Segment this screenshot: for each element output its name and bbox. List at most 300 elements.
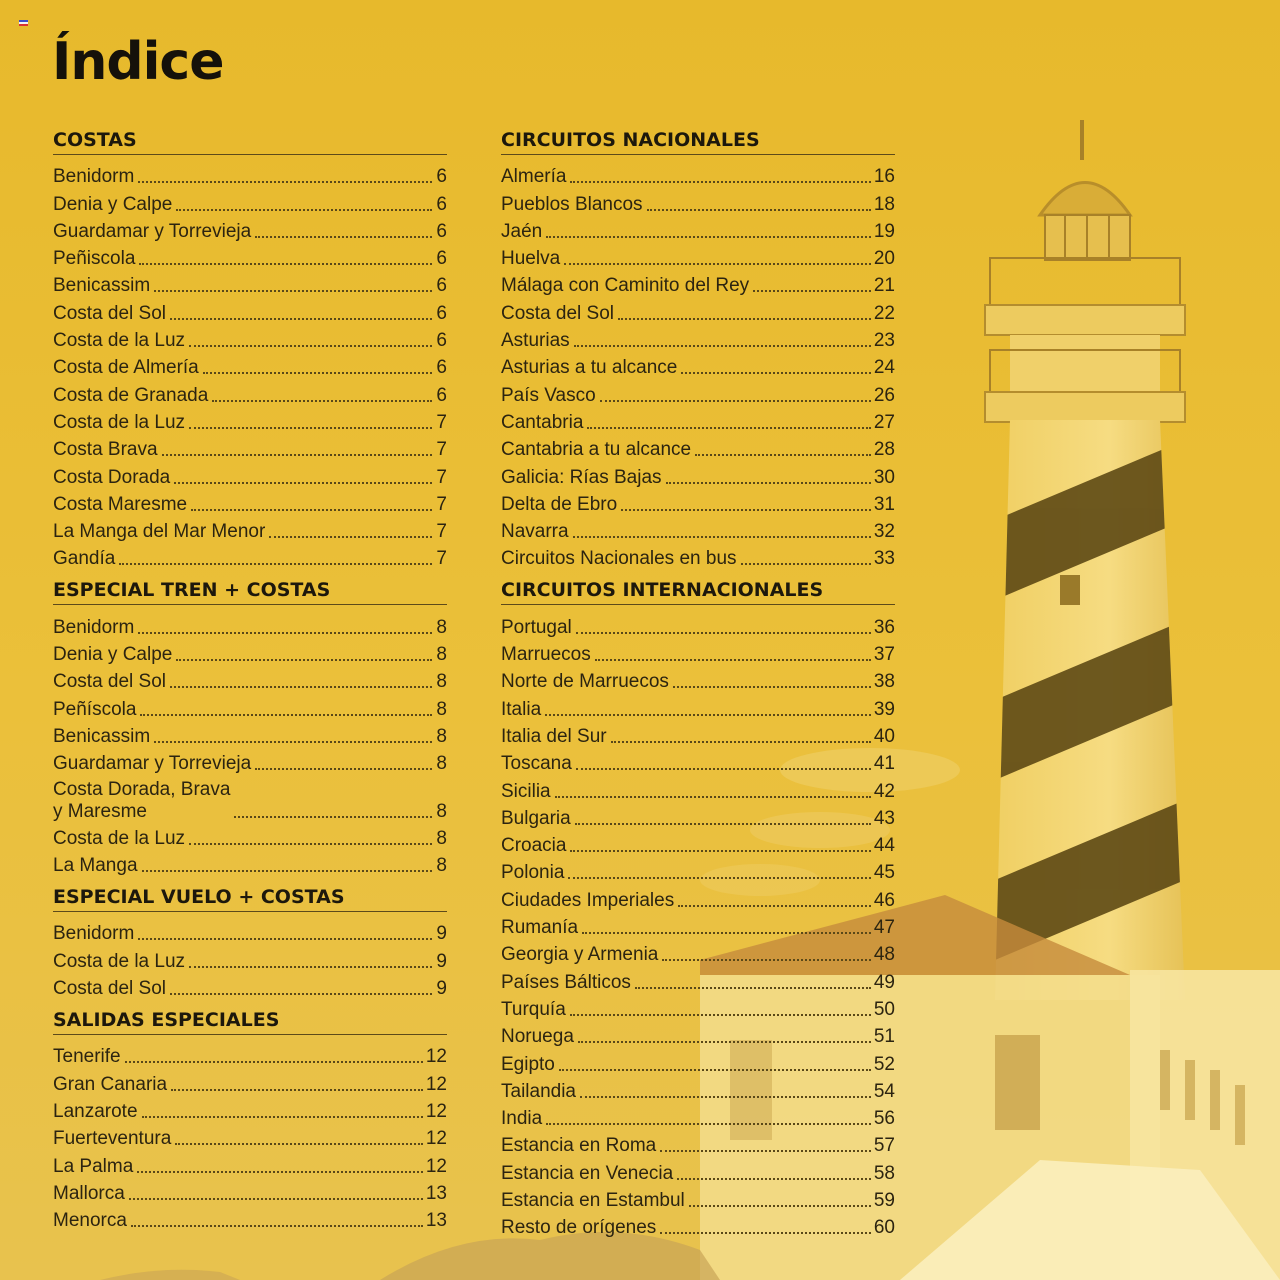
section-especial-tren-costas [53, 578, 447, 885]
toc-entry-name: Cantabria [501, 411, 584, 433]
dot-leader [576, 768, 871, 770]
dot-leader [582, 932, 871, 934]
toc-entry-name: Italia del Sur [501, 725, 607, 747]
dot-leader [137, 1171, 423, 1173]
toc-entry[interactable] [53, 297, 447, 324]
dot-leader [681, 372, 870, 374]
dot-leader [174, 482, 432, 484]
toc-entry[interactable] [53, 775, 447, 822]
toc-entry-name: Costa de la Luz [53, 411, 186, 433]
toc-entry[interactable] [501, 939, 895, 966]
toc-entry[interactable] [53, 461, 447, 488]
toc-entry[interactable] [501, 516, 895, 543]
toc-entry[interactable] [501, 325, 895, 352]
section-heading: ESPECIAL VUELO + COSTAS [53, 885, 447, 912]
toc-entry-name: Costa de la Luz [53, 330, 186, 352]
toc-entry-page: 13 [425, 1182, 447, 1204]
toc-entry-name: Galicia: Rías Bajas [501, 466, 662, 488]
toc-entry[interactable] [501, 297, 895, 324]
toc-entry-page: 51 [873, 1026, 895, 1048]
toc-entry-page: 27 [873, 411, 895, 433]
toc-entry[interactable] [501, 775, 895, 802]
toc-entry-page: 6 [436, 166, 447, 188]
dot-leader [138, 632, 432, 634]
dot-leader [573, 536, 871, 538]
toc-entry-name: Rumanía [501, 917, 579, 939]
toc-entry-page: 19 [873, 220, 895, 242]
toc-entry-name: Benidorm [53, 166, 135, 188]
toc-entry-name: Navarra [501, 521, 569, 543]
dot-leader [621, 509, 871, 511]
toc-entry-page: 8 [436, 753, 447, 775]
dot-leader [170, 686, 432, 688]
toc-entry[interactable] [501, 639, 895, 666]
toc-entry-name: Denia y Calpe [53, 193, 173, 215]
toc-entry[interactable] [501, 1103, 895, 1130]
toc-entry-page: 54 [873, 1080, 895, 1102]
toc-entry-page: 58 [873, 1162, 895, 1184]
toc-entry[interactable] [501, 748, 895, 775]
toc-entry-name: Costa Maresme [53, 493, 188, 515]
toc-entry-page: 6 [436, 193, 447, 215]
toc-entry[interactable] [53, 1096, 447, 1123]
dot-leader [647, 209, 871, 211]
toc-entry-page: 7 [436, 521, 447, 543]
toc-entry[interactable] [53, 721, 447, 748]
toc-entry-page: 6 [436, 330, 447, 352]
toc-entry-name: Costa Dorada, Brava y Maresme [53, 778, 231, 822]
section-circuitos-nacionales [501, 128, 895, 578]
dot-leader [142, 870, 432, 872]
dot-leader [559, 1069, 871, 1071]
toc-entry-name: Almería [501, 166, 567, 188]
dot-leader [666, 482, 871, 484]
toc-entry[interactable] [53, 1123, 447, 1150]
toc-entry-page: 38 [873, 671, 895, 693]
toc-entry-name: Málaga con Caminito del Rey [501, 275, 750, 297]
toc-entry-page: 6 [436, 275, 447, 297]
toc-entry-page: 8 [436, 827, 447, 849]
toc-entry-name: Huelva [501, 248, 561, 270]
toc-entry[interactable] [53, 748, 447, 775]
toc-entry-page: 8 [436, 616, 447, 638]
toc-entry-page: 9 [436, 923, 447, 945]
toc-entry-name: Costa Brava [53, 439, 158, 461]
toc-entry-name: Costa de Granada [53, 384, 209, 406]
toc-entry[interactable] [501, 243, 895, 270]
toc-entry-page: 60 [873, 1217, 895, 1239]
toc-entry[interactable] [501, 1076, 895, 1103]
toc-entry-name: Costa Dorada [53, 466, 171, 488]
toc-list [53, 611, 447, 877]
toc-entry[interactable] [501, 161, 895, 188]
toc-entry-name: Costa del Sol [53, 978, 167, 1000]
section-spacer [53, 1232, 447, 1240]
toc-entry-page: 6 [436, 220, 447, 242]
toc-entry-name: Fuerteventura [53, 1128, 172, 1150]
section-spacer [53, 570, 447, 578]
toc-entry[interactable] [501, 966, 895, 993]
dot-leader [212, 400, 432, 402]
toc-entry[interactable] [501, 270, 895, 297]
dot-leader [191, 509, 432, 511]
toc-entry[interactable] [53, 1041, 447, 1068]
section-spacer [53, 1000, 447, 1008]
toc-entry-page: 31 [873, 493, 895, 515]
dot-leader [203, 372, 432, 374]
dot-leader [125, 1061, 423, 1063]
toc-entry-page: 12 [425, 1155, 447, 1177]
dot-leader [154, 741, 432, 743]
toc-entry-page: 43 [873, 807, 895, 829]
toc-list [53, 1041, 447, 1232]
toc-list [53, 161, 447, 570]
toc-entry-page: 40 [873, 725, 895, 747]
toc-entry-name: Ciudades Imperiales [501, 889, 675, 911]
toc-entry-page: 8 [436, 725, 447, 747]
dot-leader [170, 318, 432, 320]
dot-leader [595, 659, 871, 661]
toc-list [501, 161, 895, 570]
dot-leader [575, 823, 871, 825]
toc-entry-name: Estancia en Estambul [501, 1189, 685, 1211]
dot-leader [189, 966, 432, 968]
dot-leader [154, 290, 432, 292]
dot-leader [546, 236, 871, 238]
toc-entry-name: Marruecos [501, 644, 591, 666]
toc-entry-name: Tenerife [53, 1046, 121, 1068]
toc-entry-name: Gran Canaria [53, 1073, 168, 1095]
toc-entry[interactable] [501, 693, 895, 720]
section-costas [53, 128, 447, 578]
toc-entry[interactable] [53, 1205, 447, 1232]
toc-entry-page: 13 [425, 1210, 447, 1232]
dot-leader [574, 345, 871, 347]
toc-entry-page: 6 [436, 302, 447, 324]
toc-entry-page: 46 [873, 889, 895, 911]
toc-entry-page: 41 [873, 753, 895, 775]
dot-leader [255, 768, 432, 770]
dot-leader [138, 938, 432, 940]
toc-entry[interactable] [501, 379, 895, 406]
toc-entry-name: Polonia [501, 862, 565, 884]
toc-entry[interactable] [501, 1130, 895, 1157]
toc-entry-name: Guardamar y Torrevieja [53, 220, 252, 242]
dot-leader [578, 1041, 871, 1043]
right-column [501, 128, 895, 1247]
toc-entry[interactable] [501, 803, 895, 830]
toc-entry[interactable] [501, 1021, 895, 1048]
toc-entry-name: Peñíscola [53, 698, 137, 720]
toc-entry[interactable] [53, 666, 447, 693]
dot-leader [576, 632, 871, 634]
toc-entry[interactable] [53, 693, 447, 720]
toc-entry-name: Costa del Sol [53, 302, 167, 324]
dot-leader [162, 454, 432, 456]
toc-entry[interactable] [501, 188, 895, 215]
toc-entry-name: Guardamar y Torrevieja [53, 753, 252, 775]
dot-leader [546, 1123, 871, 1125]
toc-entry-page: 52 [873, 1053, 895, 1075]
toc-entry[interactable] [53, 325, 447, 352]
toc-entry-name: Georgia y Armenia [501, 944, 659, 966]
dot-leader [673, 686, 871, 688]
toc-entry-name: País Vasco [501, 384, 596, 406]
dot-leader [555, 796, 871, 798]
toc-entry-page: 8 [436, 671, 447, 693]
section-heading: CIRCUITOS INTERNACIONALES [501, 578, 895, 605]
toc-entry-page: 49 [873, 971, 895, 993]
toc-entry-name: La Palma [53, 1155, 134, 1177]
dot-leader [580, 1096, 871, 1098]
dot-leader [600, 400, 871, 402]
dot-leader [587, 427, 870, 429]
toc-entry-page: 16 [873, 166, 895, 188]
toc-entry[interactable] [501, 1157, 895, 1184]
toc-entry-name: Benidorm [53, 923, 135, 945]
toc-entry-name: Cantabria a tu alcance [501, 439, 692, 461]
toc-entry-page: 24 [873, 357, 895, 379]
toc-entry-page: 42 [873, 780, 895, 802]
dot-leader [570, 850, 870, 852]
section-spacer [53, 877, 447, 885]
toc-entry-page: 32 [873, 521, 895, 543]
dot-leader [568, 877, 870, 879]
dot-leader [139, 263, 432, 265]
toc-list [501, 611, 895, 1239]
toc-entry-name: Italia [501, 698, 542, 720]
dot-leader [189, 345, 432, 347]
toc-entry-page: 39 [873, 698, 895, 720]
dot-leader [142, 1116, 423, 1118]
toc-entry-page: 36 [873, 616, 895, 638]
toc-entry-name: Mallorca [53, 1182, 125, 1204]
toc-entry-name: Benicassim [53, 275, 151, 297]
dot-leader [189, 427, 432, 429]
toc-entry-name: Países Bálticos [501, 971, 631, 993]
dot-leader [269, 536, 432, 538]
toc-entry-page: 28 [873, 439, 895, 461]
toc-entry[interactable] [501, 611, 895, 638]
toc-entry-page: 8 [436, 698, 447, 720]
section-especial-vuelo-costas [53, 885, 447, 1008]
toc-entry-name: Pueblos Blancos [501, 193, 643, 215]
dot-leader [635, 987, 871, 989]
dot-leader [570, 181, 870, 183]
toc-entry-page: 59 [873, 1189, 895, 1211]
dot-leader [611, 741, 871, 743]
toc-entry-name: Denia y Calpe [53, 644, 173, 666]
toc-entry-page: 6 [436, 357, 447, 379]
toc-entry-name: Portugal [501, 616, 572, 638]
dot-leader [662, 959, 871, 961]
toc-entry-page: 7 [436, 411, 447, 433]
toc-entry[interactable] [53, 434, 447, 461]
toc-entry[interactable] [501, 352, 895, 379]
toc-entry-name: La Manga [53, 855, 138, 877]
toc-entry-name: Jaén [501, 220, 543, 242]
dot-leader [138, 181, 432, 183]
toc-entry-name: Benidorm [53, 616, 135, 638]
toc-entry-name: La Manga del Mar Menor [53, 521, 266, 543]
section-heading: SALIDAS ESPECIALES [53, 1008, 447, 1035]
toc-entry-name: Delta de Ebro [501, 493, 618, 515]
toc-entry-name: Asturias a tu alcance [501, 357, 678, 379]
toc-entry-page: 50 [873, 998, 895, 1020]
toc-entry[interactable] [501, 884, 895, 911]
dot-leader [695, 454, 871, 456]
toc-entry[interactable] [501, 1212, 895, 1239]
toc-entry[interactable] [53, 516, 447, 543]
toc-entry[interactable] [53, 352, 447, 379]
toc-entry-name: Noruega [501, 1026, 574, 1048]
toc-entry[interactable] [53, 823, 447, 850]
toc-entry[interactable] [501, 461, 895, 488]
toc-entry-page: 45 [873, 862, 895, 884]
section-heading: ESPECIAL TREN + COSTAS [53, 578, 447, 605]
dot-leader [255, 236, 432, 238]
toc-entry[interactable] [53, 639, 447, 666]
dot-leader [176, 659, 432, 661]
toc-entry-page: 23 [873, 330, 895, 352]
toc-entry-page: 6 [436, 384, 447, 406]
toc-entry-page: 8 [436, 855, 447, 877]
toc-entry[interactable] [53, 243, 447, 270]
section-spacer [501, 570, 895, 578]
toc-entry-name: Resto de orígenes [501, 1217, 657, 1239]
toc-entry[interactable] [501, 912, 895, 939]
toc-entry-name: Costa de Almería [53, 357, 199, 379]
toc-entry[interactable] [53, 1068, 447, 1095]
toc-entry[interactable] [53, 161, 447, 188]
dot-leader [189, 843, 432, 845]
toc-entry-page: 8 [436, 644, 447, 666]
toc-entry[interactable] [501, 994, 895, 1021]
dot-leader [677, 1178, 871, 1180]
toc-entry-name: Asturias [501, 330, 570, 352]
toc-entry-name: Costa de la Luz [53, 950, 186, 972]
toc-entry[interactable] [53, 543, 447, 570]
toc-entry[interactable] [501, 543, 895, 570]
toc-entry[interactable] [53, 973, 447, 1000]
toc-entry-name: Circuitos Nacionales en bus [501, 548, 737, 570]
toc-entry-name: Egipto [501, 1053, 555, 1075]
dot-leader [689, 1205, 871, 1207]
dot-leader [129, 1198, 423, 1200]
dot-leader [753, 290, 871, 292]
dot-leader [140, 714, 432, 716]
toc-entry-page: 12 [425, 1046, 447, 1068]
dot-leader [564, 263, 871, 265]
toc-entry-page: 20 [873, 248, 895, 270]
toc-entry[interactable] [501, 1185, 895, 1212]
toc-entry[interactable] [53, 850, 447, 877]
toc-entry[interactable] [53, 1150, 447, 1177]
dot-leader [660, 1150, 871, 1152]
toc-entry[interactable] [501, 857, 895, 884]
toc-entry-page: 33 [873, 548, 895, 570]
toc-entry[interactable] [501, 1048, 895, 1075]
toc-entry-page: 44 [873, 835, 895, 857]
toc-entry[interactable] [53, 611, 447, 638]
dot-leader [741, 563, 871, 565]
toc-entry-page: 57 [873, 1135, 895, 1157]
toc-entry-page: 7 [436, 548, 447, 570]
toc-entry-name: Estancia en Venecia [501, 1162, 674, 1184]
toc-entry-page: 21 [873, 275, 895, 297]
toc-entry-page: 56 [873, 1108, 895, 1130]
toc-entry[interactable] [53, 1178, 447, 1205]
toc-entry-page: 6 [436, 248, 447, 270]
toc-entry[interactable] [53, 407, 447, 434]
section-salidas-especiales [53, 1008, 447, 1240]
toc-entry-page: 12 [425, 1128, 447, 1150]
toc-entry-name: Costa del Sol [53, 671, 167, 693]
toc-entry[interactable] [501, 666, 895, 693]
left-column [53, 128, 447, 1240]
toc-entry[interactable] [501, 434, 895, 461]
toc-entry-name: Turquía [501, 998, 566, 1020]
toc-entry-name: India [501, 1108, 543, 1130]
dot-leader [660, 1232, 871, 1234]
section-circuitos-internacionales [501, 578, 895, 1247]
toc-entry[interactable] [501, 407, 895, 434]
toc-entry-page: 26 [873, 384, 895, 406]
toc-entry[interactable] [501, 489, 895, 516]
toc-entry-name: Toscana [501, 753, 572, 775]
dot-leader [170, 993, 432, 995]
toc-entry[interactable] [53, 188, 447, 215]
toc-entry-page: 37 [873, 644, 895, 666]
toc-entry-name: Gandía [53, 548, 116, 570]
toc-entry-page: 7 [436, 493, 447, 515]
toc-entry[interactable] [501, 216, 895, 243]
toc-entry[interactable] [53, 489, 447, 516]
toc-entry-name: Estancia en Roma [501, 1135, 657, 1157]
dot-leader [175, 1143, 423, 1145]
toc-entry[interactable] [53, 216, 447, 243]
section-heading: CIRCUITOS NACIONALES [501, 128, 895, 155]
toc-entry[interactable] [53, 379, 447, 406]
toc-entry-name: Benicassim [53, 725, 151, 747]
toc-entry-page: 22 [873, 302, 895, 324]
dot-leader [171, 1089, 423, 1091]
dot-leader [678, 905, 871, 907]
toc-entry-name: Costa del Sol [501, 302, 615, 324]
toc-entry[interactable] [501, 721, 895, 748]
toc-entry[interactable] [501, 830, 895, 857]
toc-entry-page: 30 [873, 466, 895, 488]
toc-entry-name: Lanzarote [53, 1100, 138, 1122]
toc-entry-page: 8 [436, 800, 447, 822]
dot-leader [119, 563, 432, 565]
toc-entry-name: Croacia [501, 835, 567, 857]
toc-entry-name: Menorca [53, 1210, 127, 1232]
dot-leader [618, 318, 871, 320]
dot-leader [234, 816, 432, 818]
toc-entry[interactable] [53, 918, 447, 945]
dot-leader [545, 714, 871, 716]
section-spacer [501, 1239, 895, 1247]
toc-entry[interactable] [53, 945, 447, 972]
page-title: Índice [52, 32, 224, 92]
toc-entry-page: 12 [425, 1100, 447, 1122]
toc-entry[interactable] [53, 270, 447, 297]
toc-entry-page: 48 [873, 944, 895, 966]
flag-icon [19, 20, 28, 26]
dot-leader [131, 1225, 423, 1227]
toc-entry-name: Norte de Marruecos [501, 671, 669, 693]
